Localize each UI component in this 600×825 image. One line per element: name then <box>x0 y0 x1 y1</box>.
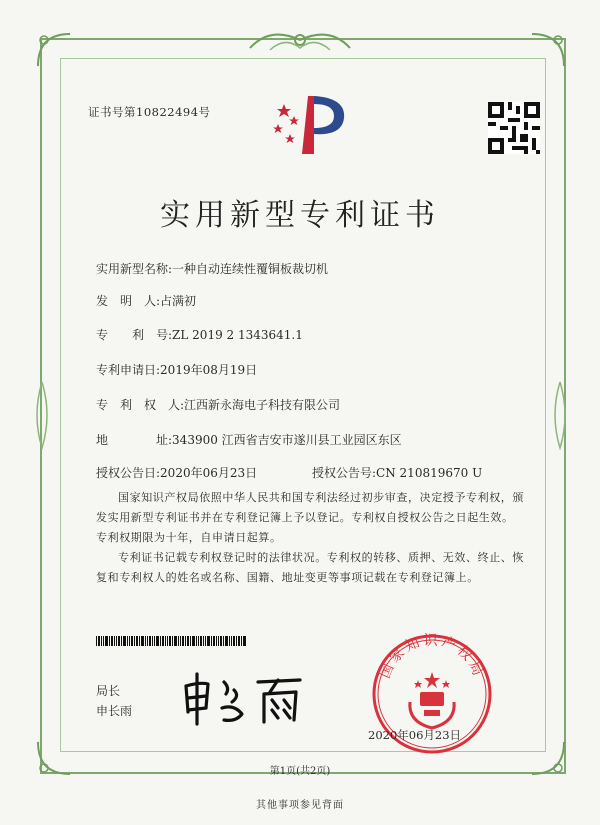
top-right-ornament <box>528 30 568 70</box>
field-value: CN 210819670 U <box>376 466 483 480</box>
svg-text:国家知识产权局: 国家知识产权局 <box>377 632 487 681</box>
director-signature <box>178 668 308 728</box>
top-ornament <box>240 26 360 56</box>
field-value: 江西新永海电子科技有限公司 <box>184 398 341 412</box>
field-label: 专利申请日: <box>96 363 161 377</box>
director-title: 局长 <box>96 684 121 698</box>
page-title: 实用新型专利证书 <box>160 198 440 233</box>
page-number: 第1页(共2页) <box>269 766 331 777</box>
field-label: 授权公告号: <box>312 466 377 480</box>
field-label: 实用新型名称: <box>96 262 173 276</box>
qr-code <box>488 102 540 154</box>
field-label: 地 址: <box>96 433 173 447</box>
field-label: 专 利 权 人: <box>96 398 185 412</box>
field-label: 授权公告日: <box>96 466 161 480</box>
field-address <box>96 431 402 448</box>
field-value: 2019年08月19日 <box>160 363 258 377</box>
top-left-ornament <box>34 30 74 70</box>
field-value: 343900 江西省吉安市遂川县工业园区东区 <box>172 433 402 447</box>
field-value: 2020年06月23日 <box>160 466 258 480</box>
director-name: 申长雨 <box>96 704 133 718</box>
barcode <box>96 636 246 646</box>
footer-note: 其他事项参见背面 <box>256 800 344 811</box>
paragraph-legal-status: 专利证书记载专利权登记时的法律状况。专利权的转移、质押、无效、终止、恢复和专利权人的姓名或名称、国籍、地址变更等事项记载在专利登记簿上。 <box>96 551 524 584</box>
field-value: 占满初 <box>160 294 197 308</box>
field-grant-number <box>312 464 482 481</box>
field-name <box>96 260 328 277</box>
patent-office-logo <box>268 90 358 160</box>
certificate-number: 证书号第10822494号 <box>88 105 211 119</box>
field-label: 专 利 号: <box>96 328 173 342</box>
field-grant-date <box>96 464 257 481</box>
field-value: ZL 2019 2 1343641.1 <box>172 328 303 342</box>
field-label: 发 明 人: <box>96 294 161 308</box>
field-patentee <box>96 396 340 413</box>
paragraph-grant: 国家知识产权局依照中华人民共和国专利法经过初步审查，决定授予专利权，颁发实用新型专利证书并在专利登记簿上予以登记。专利权自授权公告之日起生效。专利权期限为十年，自申请日起算。 <box>96 491 524 544</box>
field-filing-date <box>96 361 257 378</box>
field-value: 一种自动连续性覆铜板裁切机 <box>172 262 329 276</box>
side-ornament-right <box>548 380 572 450</box>
field-inventor <box>96 292 196 309</box>
field-patent-number <box>96 326 303 343</box>
seal-date: 2020年06月23日 <box>368 728 462 742</box>
side-ornament-left <box>30 380 54 450</box>
